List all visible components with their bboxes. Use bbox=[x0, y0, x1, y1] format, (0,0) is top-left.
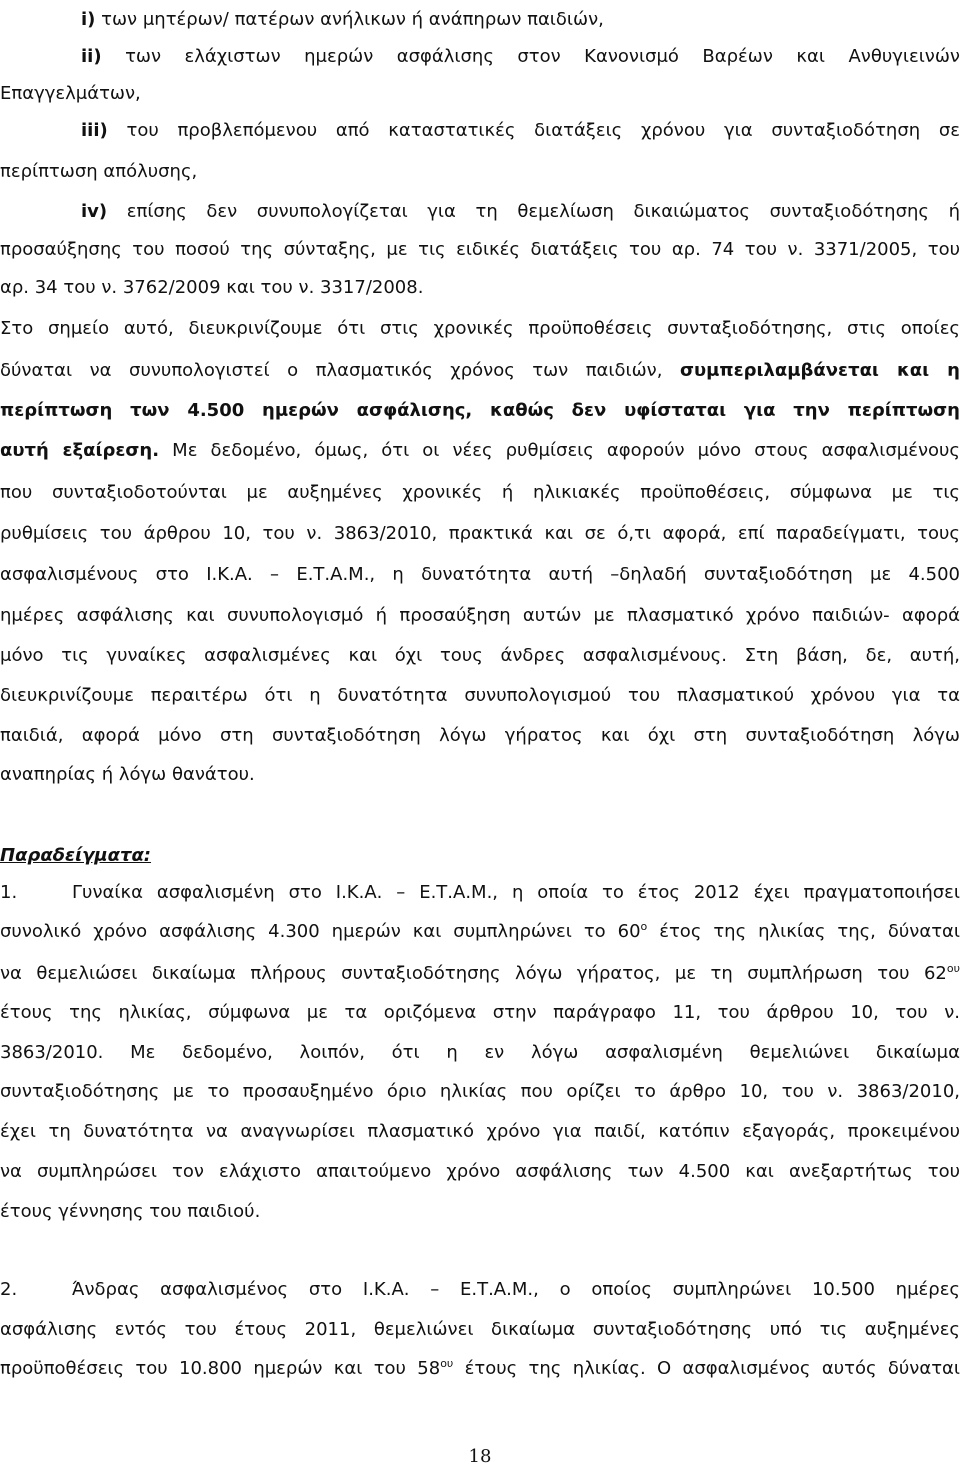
example-line bbox=[0, 955, 960, 992]
paragraph-line bbox=[0, 432, 960, 469]
example-line: έχει τη δυνατότητα να αναγνωρίσει πλασματικό χρόνο για παιδί, κατόπιν εξαγοράς, προκειμένου bbox=[0, 1121, 960, 1142]
paragraph-text: Με δεδομένο, όμως, ότι οι νέες ρυθμίσεις αφορούν μόνο στους ασφαλισμένους bbox=[172, 440, 960, 461]
example-number: 2. bbox=[0, 1279, 18, 1300]
example-text: συνολικό χρόνο ασφάλισης 4.300 ημερών και συμπληρώνει το 60 bbox=[0, 921, 641, 942]
paragraph-emphasis: αυτή εξαίρεση. bbox=[0, 440, 160, 461]
paragraph-line: αναπηρίας ή λόγω θανάτου. bbox=[0, 764, 255, 785]
example-line: έτους γέννησης του παιδιού. bbox=[0, 1201, 261, 1222]
paragraph-emphasis: περίπτωση των 4.500 ημερών ασφάλισης, καθώς δεν υφίσταται για την περίπτωση bbox=[0, 400, 960, 421]
list-text: των μητέρων/ πατέρων ανήλικων ή ανάπηρων παιδιών, bbox=[101, 9, 604, 30]
list-item-i bbox=[81, 1, 960, 38]
paragraph-line bbox=[0, 352, 960, 389]
example-line: έτους της ηλικίας, σύμφωνα με τα οριζόμενα στην παράγραφο 11, του άρθρου 10, του ν. bbox=[0, 1002, 960, 1023]
list-label: ii) bbox=[81, 46, 102, 67]
list-text: των ελάχιστων ημερών ασφάλισης στον Κανονισμό Βαρέων και Ανθυγιεινών bbox=[125, 46, 960, 67]
example-1-first-line bbox=[0, 874, 960, 911]
list-label: i) bbox=[81, 9, 96, 30]
list-item-iv-continuation: αρ. 34 του ν. 3762/2009 και του ν. 3317/2008. bbox=[0, 277, 424, 298]
example-number: 1. bbox=[0, 882, 18, 903]
list-label: iv) bbox=[81, 201, 108, 222]
paragraph-line: Στο σημείο αυτό, διευκρινίζουμε ότι στις χρονικές προϋποθέσεις συνταξιοδότησης, στις οποίες bbox=[0, 318, 960, 339]
paragraph-line: ημέρες ασφάλισης και συνυπολογισμό ή προσαύξηση αυτών με πλασματικό χρόνο παιδιών- αφορά bbox=[0, 605, 960, 626]
example-text: προϋποθέσεις του 10.800 ημερών και του 58 bbox=[0, 1358, 441, 1379]
list-text: του προβλεπόμενου από καταστατικές διατάξεις χρόνου για συνταξιοδότηση σε bbox=[126, 120, 960, 141]
paragraph-line: ρυθμίσεις του άρθρου 10, του ν. 3863/2010, πρακτικά και σε ό,τι αφορά, επί παραδείγματι, τους bbox=[0, 523, 960, 544]
paragraph-emphasis: συμπεριλαμβάνεται και η bbox=[679, 360, 960, 381]
list-item-iv-continuation: προσαύξησης του ποσού της σύνταξης, με τις ειδικές διατάξεις του αρ. 74 του ν. 3371/2005, του bbox=[0, 239, 960, 260]
example-text: έτος της ηλικίας της, δύναται bbox=[659, 921, 960, 942]
paragraph-line: διευκρινίζουμε περαιτέρω ότι η δυνατότητα συνυπολογισμού του πλασματικού χρόνου για τα bbox=[0, 685, 960, 706]
example-text: έτους της ηλικίας. Ο ασφαλισμένος αυτός δύναται bbox=[464, 1358, 960, 1379]
example-text: Άνδρας ασφαλισμένος στο Ι.Κ.Α. – Ε.Τ.Α.Μ., ο οποίος συμπληρώνει 10.500 ημέρες bbox=[72, 1279, 960, 1300]
paragraph-text: δύναται να συνυπολογιστεί ο πλασματικός χρόνος των παιδιών, bbox=[0, 360, 663, 381]
list-text: επίσης δεν συνυπολογίζεται για τη θεμελίωση δικαιώματος συνταξιοδότησης ή bbox=[126, 201, 960, 222]
ordinal-superscript: ου bbox=[440, 1357, 454, 1370]
examples-heading: Παραδείγματα: bbox=[0, 845, 152, 866]
page-number: 18 bbox=[468, 1446, 492, 1467]
example-text: να θεμελιώσει δικαίωμα πλήρους συνταξιοδότησης λόγω γήρατος, με τη συμπλήρωση του 62 bbox=[0, 963, 947, 984]
list-item-iv bbox=[81, 193, 960, 230]
list-item-iii-continuation: περίπτωση απόλυσης, bbox=[0, 161, 198, 182]
example-line bbox=[0, 913, 960, 950]
list-item-ii bbox=[81, 38, 960, 75]
example-line: ασφάλισης εντός του έτους 2011, θεμελιώνει δικαίωμα συνταξιοδότησης υπό τις αυξημένες bbox=[0, 1319, 960, 1340]
list-item-iii bbox=[81, 112, 960, 149]
ordinal-superscript: ου bbox=[946, 962, 960, 975]
paragraph-line: παιδιά, αφορά μόνο στη συνταξιοδότηση λόγω γήρατος και όχι στη συνταξιοδότηση λόγω bbox=[0, 725, 960, 746]
paragraph-line: μόνο τις γυναίκες ασφαλισμένες και όχι τους άνδρες ασφαλισμένους. Στη βάση, δε, αυτή, bbox=[0, 645, 960, 666]
paragraph-line: που συνταξιοδοτούνται με αυξημένες χρονικές ή ηλικιακές προϋποθέσεις, σύμφωνα με τις bbox=[0, 482, 960, 503]
list-item-ii-continuation: Επαγγελμάτων, bbox=[0, 83, 141, 104]
paragraph-line: ασφαλισμένους στο Ι.Κ.Α. – Ε.Τ.Α.Μ., η δυνατότητα αυτή –δηλαδή συνταξιοδότηση με 4.500 bbox=[0, 564, 960, 585]
example-line: 3863/2010. Με δεδομένο, λοιπόν, ότι η εν λόγω ασφαλισμένη θεμελιώνει δικαίωμα bbox=[0, 1042, 960, 1063]
ordinal-superscript: ο bbox=[640, 920, 648, 933]
example-line bbox=[0, 1350, 960, 1387]
example-2-first-line bbox=[0, 1271, 960, 1308]
example-text: Γυναίκα ασφαλισμένη στο Ι.Κ.Α. – Ε.Τ.Α.Μ., η οποία το έτος 2012 έχει πραγματοποιήσει bbox=[72, 882, 960, 903]
example-line: συνταξιοδότησης με το προσαυξημένο όριο ηλικίας που ορίζει το άρθρο 10, του ν. 3863/2010, bbox=[0, 1081, 960, 1102]
list-label: iii) bbox=[81, 120, 108, 141]
example-line: να συμπληρώσει τον ελάχιστο απαιτούμενο χρόνο ασφάλισης των 4.500 και ανεξαρτήτως του bbox=[0, 1161, 960, 1182]
